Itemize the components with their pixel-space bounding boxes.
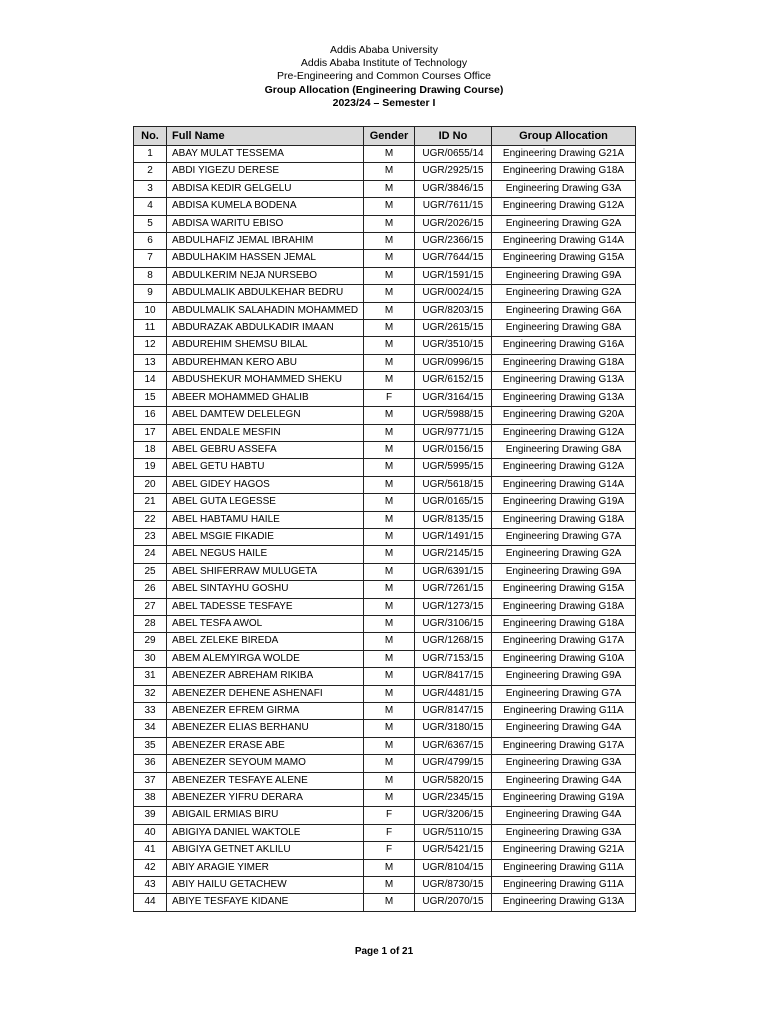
cell-gender: M	[364, 267, 415, 284]
table-row	[134, 877, 636, 894]
cell-no: 4	[134, 198, 167, 215]
table-row	[134, 581, 636, 598]
cell-group-allocation: Engineering Drawing G18A	[492, 511, 636, 528]
cell-gender: M	[364, 581, 415, 598]
cell-gender: M	[364, 233, 415, 250]
cell-full-name: ABEER MOHAMMED GHALIB	[167, 389, 364, 406]
cell-no: 2	[134, 163, 167, 180]
cell-group-allocation: Engineering Drawing G3A	[492, 755, 636, 772]
cell-gender: M	[364, 407, 415, 424]
cell-gender: M	[364, 285, 415, 302]
table-row	[134, 424, 636, 441]
cell-no: 11	[134, 320, 167, 337]
cell-gender: M	[364, 146, 415, 163]
table-row	[134, 459, 636, 476]
semester-label: 2023/24 – Semester I	[332, 96, 436, 109]
cell-full-name: ABEL DAMTEW DELELEGN	[167, 407, 364, 424]
cell-gender: M	[364, 685, 415, 702]
cell-gender: M	[364, 459, 415, 476]
table-row	[134, 720, 636, 737]
cell-gender: M	[364, 772, 415, 789]
cell-no: 3	[134, 180, 167, 197]
cell-id-no: UGR/3510/15	[415, 337, 492, 354]
cell-gender: M	[364, 494, 415, 511]
cell-gender: M	[364, 250, 415, 267]
cell-id-no: UGR/6367/15	[415, 737, 492, 754]
cell-full-name: ABEM ALEMYIRGA WOLDE	[167, 650, 364, 667]
cell-id-no: UGR/6152/15	[415, 372, 492, 389]
table-row	[134, 354, 636, 371]
cell-full-name: ABDUREHMAN KERO ABU	[167, 354, 364, 371]
cell-no: 34	[134, 720, 167, 737]
cell-id-no: UGR/8417/15	[415, 668, 492, 685]
page-number: Page 1 of 21	[354, 946, 414, 957]
cell-group-allocation: Engineering Drawing G2A	[492, 546, 636, 563]
cell-id-no: UGR/1268/15	[415, 633, 492, 650]
table-row	[134, 633, 636, 650]
cell-id-no: UGR/5618/15	[415, 476, 492, 493]
cell-group-allocation: Engineering Drawing G19A	[492, 494, 636, 511]
cell-gender: M	[364, 668, 415, 685]
cell-no: 38	[134, 790, 167, 807]
cell-id-no: UGR/8203/15	[415, 302, 492, 319]
cell-gender: M	[364, 650, 415, 667]
cell-id-no: UGR/4481/15	[415, 685, 492, 702]
cell-no: 5	[134, 215, 167, 232]
cell-full-name: ABIYE TESFAYE KIDANE	[167, 894, 364, 911]
cell-full-name: ABEL TESFA AWOL	[167, 615, 364, 632]
cell-full-name: ABEL MSGIE FIKADIE	[167, 528, 364, 545]
cell-gender: F	[364, 389, 415, 406]
table-row	[134, 528, 636, 545]
table-row	[134, 650, 636, 667]
cell-no: 25	[134, 563, 167, 580]
table-row	[134, 755, 636, 772]
table-row	[134, 476, 636, 493]
cell-full-name: ABEL ZELEKE BIREDA	[167, 633, 364, 650]
table-row	[134, 372, 636, 389]
cell-id-no: UGR/5110/15	[415, 824, 492, 841]
cell-full-name: ABEL SHIFERRAW MULUGETA	[167, 563, 364, 580]
cell-id-no: UGR/3180/15	[415, 720, 492, 737]
cell-gender: M	[364, 441, 415, 458]
cell-no: 17	[134, 424, 167, 441]
cell-id-no: UGR/5421/15	[415, 842, 492, 859]
cell-gender: M	[364, 528, 415, 545]
table-row	[134, 180, 636, 197]
cell-group-allocation: Engineering Drawing G3A	[492, 180, 636, 197]
cell-no: 21	[134, 494, 167, 511]
cell-id-no: UGR/3164/15	[415, 389, 492, 406]
cell-gender: F	[364, 824, 415, 841]
cell-gender: F	[364, 842, 415, 859]
cell-full-name: ABDULHAKIM HASSEN JEMAL	[167, 250, 364, 267]
cell-full-name: ABIGAIL ERMIAS BIRU	[167, 807, 364, 824]
table-row	[134, 894, 636, 911]
table-row	[134, 302, 636, 319]
cell-gender: F	[364, 807, 415, 824]
cell-full-name: ABEL GETU HABTU	[167, 459, 364, 476]
table-row	[134, 859, 636, 876]
cell-full-name: ABDULHAFIZ JEMAL IBRAHIM	[167, 233, 364, 250]
cell-no: 27	[134, 598, 167, 615]
cell-full-name: ABDISA WARITU EBISO	[167, 215, 364, 232]
cell-full-name: ABEL HABTAMU HAILE	[167, 511, 364, 528]
cell-full-name: ABAY MULAT TESSEMA	[167, 146, 364, 163]
table-row	[134, 668, 636, 685]
cell-no: 32	[134, 685, 167, 702]
cell-gender: M	[364, 546, 415, 563]
cell-full-name: ABEL GEBRU ASSEFA	[167, 441, 364, 458]
column-header-no: No.	[134, 127, 167, 146]
cell-gender: M	[364, 703, 415, 720]
cell-group-allocation: Engineering Drawing G21A	[492, 842, 636, 859]
cell-group-allocation: Engineering Drawing G19A	[492, 790, 636, 807]
table-row	[134, 250, 636, 267]
cell-full-name: ABDULMALIK SALAHADIN MOHAMMED	[167, 302, 364, 319]
cell-group-allocation: Engineering Drawing G20A	[492, 407, 636, 424]
cell-id-no: UGR/1273/15	[415, 598, 492, 615]
cell-id-no: UGR/0655/14	[415, 146, 492, 163]
cell-id-no: UGR/1591/15	[415, 267, 492, 284]
cell-full-name: ABDULMALIK ABDULKEHAR BEDRU	[167, 285, 364, 302]
cell-group-allocation: Engineering Drawing G7A	[492, 528, 636, 545]
table-row	[134, 215, 636, 232]
cell-gender: M	[364, 615, 415, 632]
cell-gender: M	[364, 372, 415, 389]
cell-group-allocation: Engineering Drawing G14A	[492, 233, 636, 250]
institute-name: Addis Ababa Institute of Technology	[300, 57, 468, 70]
cell-no: 6	[134, 233, 167, 250]
cell-id-no: UGR/7611/15	[415, 198, 492, 215]
table-row	[134, 685, 636, 702]
cell-no: 9	[134, 285, 167, 302]
cell-no: 8	[134, 267, 167, 284]
cell-id-no: UGR/3846/15	[415, 180, 492, 197]
cell-id-no: UGR/0996/15	[415, 354, 492, 371]
cell-id-no: UGR/0165/15	[415, 494, 492, 511]
cell-group-allocation: Engineering Drawing G15A	[492, 250, 636, 267]
cell-id-no: UGR/2615/15	[415, 320, 492, 337]
column-header-name: Full Name	[167, 127, 364, 146]
table-row	[134, 267, 636, 284]
cell-group-allocation: Engineering Drawing G17A	[492, 737, 636, 754]
cell-full-name: ABEL ENDALE MESFIN	[167, 424, 364, 441]
cell-full-name: ABEL TADESSE TESFAYE	[167, 598, 364, 615]
cell-no: 10	[134, 302, 167, 319]
cell-group-allocation: Engineering Drawing G15A	[492, 581, 636, 598]
table-row	[134, 563, 636, 580]
cell-gender: M	[364, 511, 415, 528]
cell-group-allocation: Engineering Drawing G17A	[492, 633, 636, 650]
cell-id-no: UGR/7644/15	[415, 250, 492, 267]
cell-id-no: UGR/8135/15	[415, 511, 492, 528]
cell-full-name: ABDISA KEDIR GELGELU	[167, 180, 364, 197]
cell-id-no: UGR/2026/15	[415, 215, 492, 232]
cell-group-allocation: Engineering Drawing G4A	[492, 807, 636, 824]
cell-no: 30	[134, 650, 167, 667]
table-row	[134, 790, 636, 807]
cell-group-allocation: Engineering Drawing G21A	[492, 146, 636, 163]
cell-group-allocation: Engineering Drawing G11A	[492, 859, 636, 876]
cell-no: 20	[134, 476, 167, 493]
cell-id-no: UGR/5988/15	[415, 407, 492, 424]
cell-gender: M	[364, 302, 415, 319]
cell-gender: M	[364, 877, 415, 894]
cell-no: 35	[134, 737, 167, 754]
table-row	[134, 198, 636, 215]
cell-full-name: ABDUSHEKUR MOHAMMED SHEKU	[167, 372, 364, 389]
cell-id-no: UGR/2925/15	[415, 163, 492, 180]
cell-group-allocation: Engineering Drawing G12A	[492, 198, 636, 215]
cell-no: 1	[134, 146, 167, 163]
cell-no: 23	[134, 528, 167, 545]
cell-group-allocation: Engineering Drawing G2A	[492, 215, 636, 232]
table-row	[134, 146, 636, 163]
table-row	[134, 824, 636, 841]
table-row	[134, 737, 636, 754]
cell-full-name: ABDULKERIM NEJA NURSEBO	[167, 267, 364, 284]
cell-no: 29	[134, 633, 167, 650]
cell-no: 36	[134, 755, 167, 772]
cell-group-allocation: Engineering Drawing G11A	[492, 703, 636, 720]
cell-full-name: ABIGIYA DANIEL WAKTOLE	[167, 824, 364, 841]
allocation-table	[133, 126, 636, 912]
cell-group-allocation: Engineering Drawing G16A	[492, 337, 636, 354]
cell-no: 13	[134, 354, 167, 371]
cell-no: 33	[134, 703, 167, 720]
cell-full-name: ABENEZER ERASE ABE	[167, 737, 364, 754]
cell-gender: M	[364, 737, 415, 754]
cell-full-name: ABDUREHIM SHEMSU BILAL	[167, 337, 364, 354]
table-row	[134, 320, 636, 337]
cell-id-no: UGR/5820/15	[415, 772, 492, 789]
cell-no: 15	[134, 389, 167, 406]
cell-no: 37	[134, 772, 167, 789]
cell-group-allocation: Engineering Drawing G13A	[492, 389, 636, 406]
cell-full-name: ABDURAZAK ABDULKADIR IMAAN	[167, 320, 364, 337]
table-row	[134, 807, 636, 824]
cell-full-name: ABEL GUTA LEGESSE	[167, 494, 364, 511]
cell-group-allocation: Engineering Drawing G18A	[492, 354, 636, 371]
cell-gender: M	[364, 424, 415, 441]
cell-full-name: ABENEZER SEYOUM MAMO	[167, 755, 364, 772]
cell-gender: M	[364, 320, 415, 337]
cell-group-allocation: Engineering Drawing G2A	[492, 285, 636, 302]
cell-full-name: ABEL SINTAYHU GOSHU	[167, 581, 364, 598]
cell-group-allocation: Engineering Drawing G12A	[492, 459, 636, 476]
cell-gender: M	[364, 720, 415, 737]
cell-no: 43	[134, 877, 167, 894]
cell-id-no: UGR/3106/15	[415, 615, 492, 632]
table-row	[134, 842, 636, 859]
cell-full-name: ABENEZER EFREM GIRMA	[167, 703, 364, 720]
cell-no: 28	[134, 615, 167, 632]
cell-id-no: UGR/0156/15	[415, 441, 492, 458]
cell-no: 31	[134, 668, 167, 685]
cell-full-name: ABIY ARAGIE YIMER	[167, 859, 364, 876]
office-name: Pre-Engineering and Common Courses Office	[277, 70, 491, 83]
table-row	[134, 615, 636, 632]
cell-id-no: UGR/5995/15	[415, 459, 492, 476]
cell-full-name: ABEL GIDEY HAGOS	[167, 476, 364, 493]
cell-gender: M	[364, 163, 415, 180]
cell-group-allocation: Engineering Drawing G9A	[492, 267, 636, 284]
cell-group-allocation: Engineering Drawing G11A	[492, 877, 636, 894]
cell-group-allocation: Engineering Drawing G13A	[492, 894, 636, 911]
cell-no: 22	[134, 511, 167, 528]
cell-no: 39	[134, 807, 167, 824]
cell-group-allocation: Engineering Drawing G13A	[492, 372, 636, 389]
table-row	[134, 511, 636, 528]
cell-full-name: ABENEZER TESFAYE ALENE	[167, 772, 364, 789]
cell-id-no: UGR/2345/15	[415, 790, 492, 807]
table-row	[134, 598, 636, 615]
cell-group-allocation: Engineering Drawing G18A	[492, 163, 636, 180]
table-row	[134, 389, 636, 406]
cell-id-no: UGR/7261/15	[415, 581, 492, 598]
table-row	[134, 441, 636, 458]
column-header-group: Group Allocation	[492, 127, 636, 146]
cell-gender: M	[364, 180, 415, 197]
cell-gender: M	[364, 859, 415, 876]
cell-gender: M	[364, 215, 415, 232]
cell-no: 16	[134, 407, 167, 424]
cell-full-name: ABENEZER YIFRU DERARA	[167, 790, 364, 807]
cell-gender: M	[364, 598, 415, 615]
cell-id-no: UGR/4799/15	[415, 755, 492, 772]
cell-gender: M	[364, 198, 415, 215]
cell-gender: M	[364, 755, 415, 772]
cell-id-no: UGR/8104/15	[415, 859, 492, 876]
table-row	[134, 285, 636, 302]
cell-id-no: UGR/2366/15	[415, 233, 492, 250]
cell-no: 44	[134, 894, 167, 911]
cell-group-allocation: Engineering Drawing G7A	[492, 685, 636, 702]
column-header-id: ID No	[415, 127, 492, 146]
cell-id-no: UGR/8730/15	[415, 877, 492, 894]
table-row	[134, 546, 636, 563]
cell-no: 7	[134, 250, 167, 267]
cell-group-allocation: Engineering Drawing G9A	[492, 563, 636, 580]
cell-group-allocation: Engineering Drawing G8A	[492, 320, 636, 337]
cell-id-no: UGR/6391/15	[415, 563, 492, 580]
cell-group-allocation: Engineering Drawing G4A	[492, 772, 636, 789]
cell-no: 18	[134, 441, 167, 458]
cell-full-name: ABENEZER ELIAS BERHANU	[167, 720, 364, 737]
cell-full-name: ABENEZER DEHENE ASHENAFI	[167, 685, 364, 702]
table-row	[134, 233, 636, 250]
cell-gender: M	[364, 633, 415, 650]
cell-id-no: UGR/3206/15	[415, 807, 492, 824]
table-row	[134, 494, 636, 511]
document-title: Group Allocation (Engineering Drawing Course)	[264, 83, 504, 96]
cell-no: 40	[134, 824, 167, 841]
table-header-row	[134, 127, 636, 146]
cell-id-no: UGR/2145/15	[415, 546, 492, 563]
cell-id-no: UGR/2070/15	[415, 894, 492, 911]
cell-full-name: ABENEZER ABREHAM RIKIBA	[167, 668, 364, 685]
cell-full-name: ABDISA KUMELA BODENA	[167, 198, 364, 215]
table-row	[134, 703, 636, 720]
cell-group-allocation: Engineering Drawing G6A	[492, 302, 636, 319]
cell-gender: M	[364, 563, 415, 580]
cell-group-allocation: Engineering Drawing G8A	[492, 441, 636, 458]
cell-gender: M	[364, 476, 415, 493]
cell-no: 14	[134, 372, 167, 389]
cell-group-allocation: Engineering Drawing G4A	[492, 720, 636, 737]
cell-group-allocation: Engineering Drawing G9A	[492, 668, 636, 685]
cell-no: 42	[134, 859, 167, 876]
cell-group-allocation: Engineering Drawing G14A	[492, 476, 636, 493]
cell-gender: M	[364, 894, 415, 911]
cell-gender: M	[364, 354, 415, 371]
cell-no: 19	[134, 459, 167, 476]
cell-group-allocation: Engineering Drawing G3A	[492, 824, 636, 841]
cell-full-name: ABEL NEGUS HAILE	[167, 546, 364, 563]
cell-no: 12	[134, 337, 167, 354]
table-row	[134, 772, 636, 789]
cell-full-name: ABDI YIGEZU DERESE	[167, 163, 364, 180]
cell-id-no: UGR/1491/15	[415, 528, 492, 545]
table-row	[134, 163, 636, 180]
cell-id-no: UGR/7153/15	[415, 650, 492, 667]
table-row	[134, 407, 636, 424]
cell-id-no: UGR/0024/15	[415, 285, 492, 302]
cell-gender: M	[364, 337, 415, 354]
column-header-gender: Gender	[364, 127, 415, 146]
cell-gender: M	[364, 790, 415, 807]
university-name: Addis Ababa University	[330, 44, 438, 56]
cell-group-allocation: Engineering Drawing G18A	[492, 598, 636, 615]
cell-no: 41	[134, 842, 167, 859]
cell-group-allocation: Engineering Drawing G10A	[492, 650, 636, 667]
document-header	[0, 44, 768, 110]
cell-id-no: UGR/8147/15	[415, 703, 492, 720]
cell-no: 26	[134, 581, 167, 598]
cell-no: 24	[134, 546, 167, 563]
cell-full-name: ABIY HAILU GETACHEW	[167, 877, 364, 894]
cell-id-no: UGR/9771/15	[415, 424, 492, 441]
cell-full-name: ABIGIYA GETNET AKLILU	[167, 842, 364, 859]
cell-group-allocation: Engineering Drawing G12A	[492, 424, 636, 441]
cell-group-allocation: Engineering Drawing G18A	[492, 615, 636, 632]
table-row	[134, 337, 636, 354]
